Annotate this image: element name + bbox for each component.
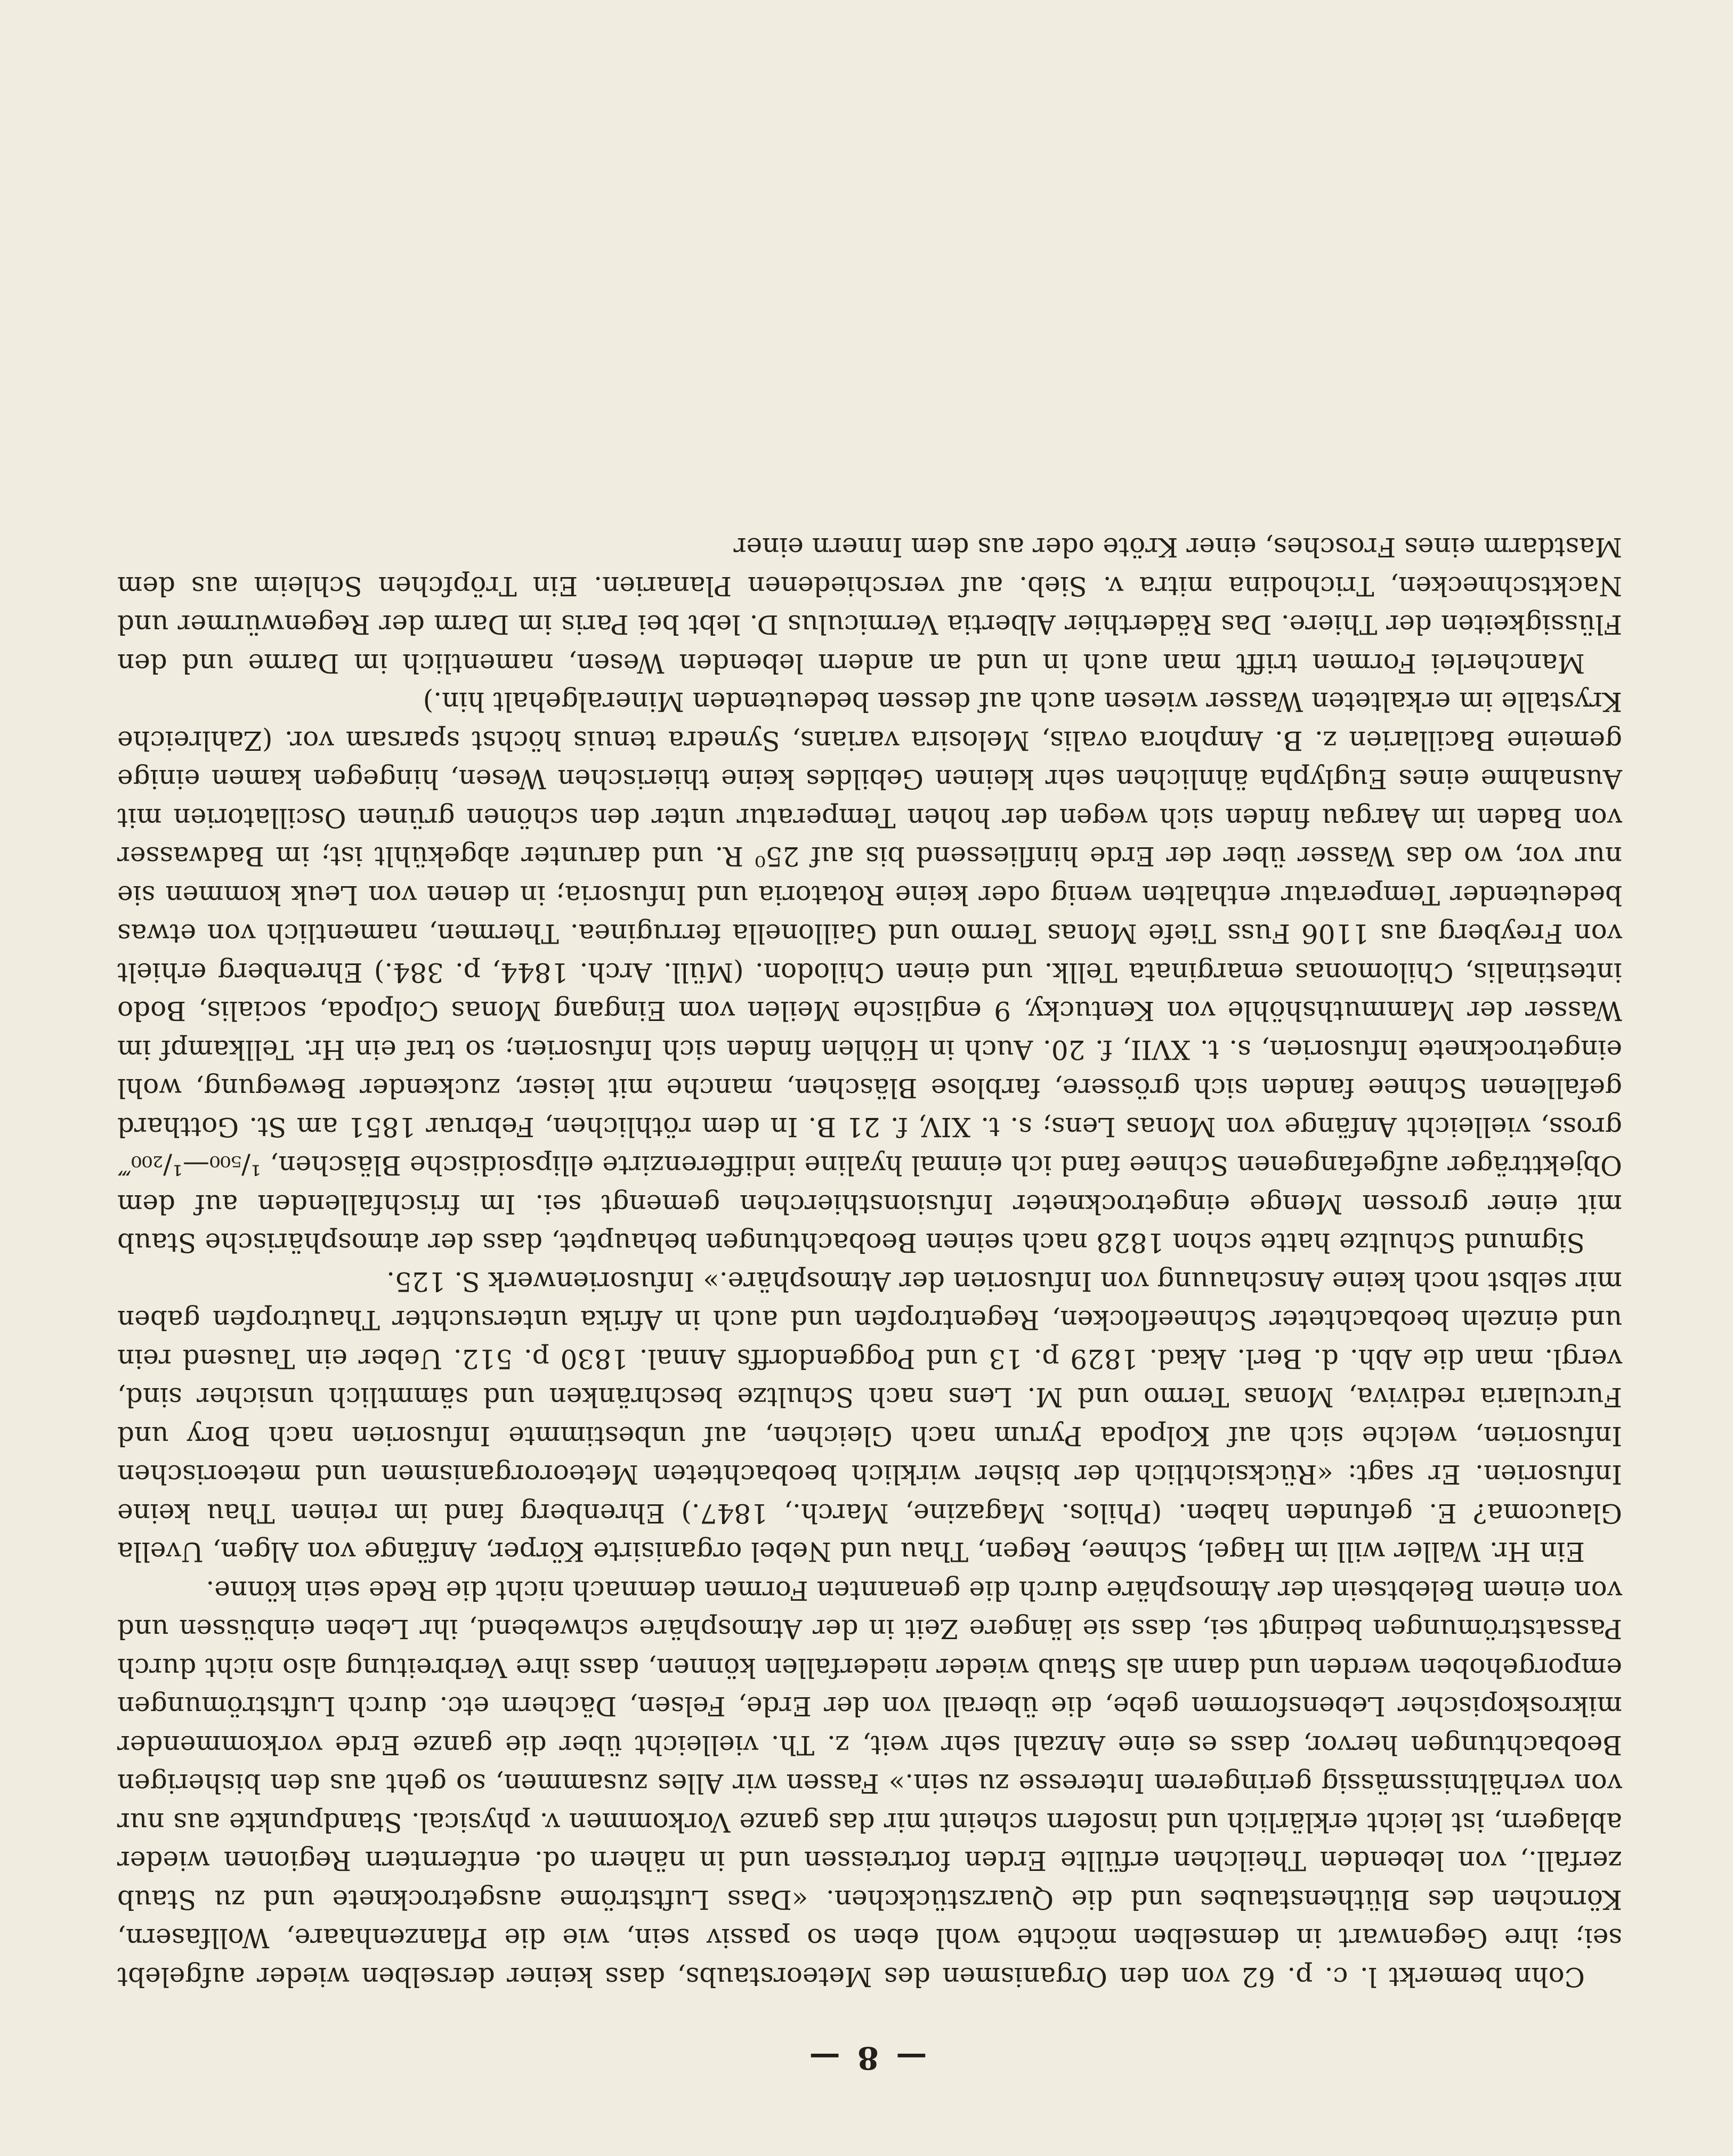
paragraph-schultze: Sigmund Schultze hatte schon 1828 nach seinen Beobachtungen behauptet, dass der atmosphärische Staub mit einer grossen Menge eingetrockneter Infusionsthierchen gemengt sei. Im frischfallenden auf dem Objektträger aufgefangenen Schnee fand ich einmal hyaline indifferenzirte ellipsoidische Bläschen, ¹/₅₀₀—¹/₂₀₀‴ gross, vielleicht Anfänge von Monas Lens; s. t. XIV, f. 21 B. In dem röthlichen, Februar 1851 am St. Gotthard gefallenen Schnee fanden sich grössere, farblose Bläschen, manche mit leiser, zuckender Bewegung, wohl eingetrocknete Infusorien, s. t. XVII, f. 20. Auch in Höhlen finden sich Infusorien; so traf ein Hr. Tellkampf im Wasser der Mammuthshöhle von Kentucky, 9 englische Meilen vom Eingang Monas Colpoda, socialis, Bodo intestinalis, Chilomonas emarginata Tellk. und einen Chilodon. (Müll. Arch. 1844, p. 384.) Ehrenberg erhielt von Freyberg aus 1106 Fuss Tiefe Monas Termo und Gaillonella ferruginea. Thermen, namentlich von etwas bedeutender Temperatur enthalten wenig oder keine Rotatoria und Infusoria; in denen von Leuk kommen sie nur vor, wo das Wasser über der Erde hinfliessend bis auf 25⁰ R. und darunter abgekühlt ist; im Badwasser von Baden im Aargau finden sich wegen der hohen Temperatur unter den schönen grünen Oscillatorien mit Ausnahme eines Euglypha ähnlichen sehr kleinen Gebildes keine thierischen Wesen, hingegen kamen einige gemeine Bacillarien z. B. Amphora ovalis, Melosira varians, Synedra tenuis höchst sparsam vor. (Zahlreiche Krystalle im erkalteten Wasser wiesen auch auf dessen bedeutenden Mineralgehalt hin.) — [117, 686, 1622, 1259]
paragraph-waller: Ein Hr. Waller will im Hagel, Schnee, Regen, Thau und Nebel organisirte Körper, Anfänge von Algen, Uvella Glaucoma? E. gefunden haben. (Philos. Magazine, March., 1847.) Ehrenberg fand im reinen Thau keine Infusorien. Er sagt: «Rücksichtlich der bisher wirklich beobachteten Meteororganismen und meteorischen Infusorien, welche sich auf Kolpoda Pyrum nach Gleichen, auf unbestimmte Infusorien nach Bory und Furcularia rediviva, Monas Termo und M. Lens nach Schultze beschränken und sämmtlich unsicher sind, vergl. man die Abh. d. Berl. Akad. 1829 p. 13 und Poggendorffs Annal. 1830 p. 512. Ueber ein Tausend rein und einzeln beobachteter Schneeflocken, Regentropfen und auch in Afrika untersuchter Thautropfen gaben mir selbst noch keine Anschauung von Infusorien der Atmosphäre.» Infusorienwerk S. 125. — [117, 1266, 1622, 1568]
paragraph-mancherlei: Mancherlei Formen trifft man auch in und an andern lebenden Wesen, namentlich im Darme und den Flüssigkeiten der Thiere. Das Räderthier Albertia Vermiculus D. lebt bei Paris im Darm der Regenwürmer und Nacktschnecken, Trichodina mitra v. Sieb. auf verschiedenen Planarien. Ein Tröpfchen Schleim aus dem Mastdarm eines Frosches, einer Kröte oder aus dem Innern einer — [117, 532, 1622, 679]
paragraph-cohn: Cohn bemerkt l. c. p. 62 von den Organismen des Meteorstaubs, dass keiner derselben wieder aufgelebt sei; ihre Gegenwart in demselben möchte wohl eben so passiv sein, wie die Pflanzenhaare, Wollfasern, Körnchen des Blüthenstaubes und die Quarzstückchen. «Dass Luftströme ausgetrocknete und zu Staub zerfall., von lebenden Theilchen erfüllte Erden fortreissen und in nähern od. entferntern Regionen wieder ablagern, ist leicht erklärlich und insofern scheint mir das ganze Vorkommen v. physical. Standpunkte aus nur von verhältnissmässig geringerem Interesse zu sein.» Fassen wir Alles zusammen, so geht aus den bisherigen Beobachtungen hervor, dass es eine Anzahl sehr weit, z. Th. vielleicht über die ganze Erde vorkommender mikroskopischer Lebensformen gebe, die überall von der Erde, Felsen, Dächern etc. durch Luftströmungen emporgehoben werden und dann als Staub wieder niederfallen können, dass ihre Verbreitung also nicht durch Passatströmungen bedingt sei, dass sie längere Zeit in der Atmosphäre schwebend, ihr Leben einbüssen und von einem Belebtsein der Atmosphäre durch die genannten Formen demnach nicht die Rede sein könne. — [117, 1575, 1622, 1992]
page-number: — 8 — — [806, 2040, 927, 2076]
text-body — [117, 528, 1622, 1996]
